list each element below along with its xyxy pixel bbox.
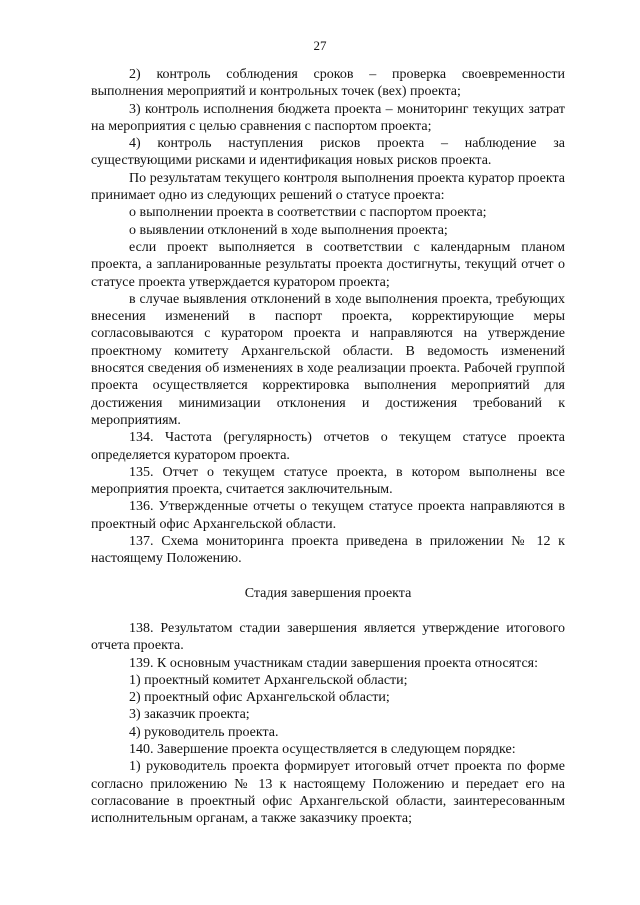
list-item-project-office: 2) проектный офис Архангельской области; xyxy=(129,690,390,706)
document-body xyxy=(91,66,565,827)
list-item-project-manager: 4) руководитель проекта. xyxy=(129,724,279,740)
paragraph-139: 139. К основным участникам стадии завершения проекта относятся: xyxy=(129,655,538,671)
paragraph-final-report: 1) руководитель проекта формирует итоговый отчет проекта по форме согласно приложению № 13 к настоящему Положению и передает его на согласование в проектный офис Архангельской области, заинтересованным исполнительным органам, а также заказчику проекта; xyxy=(91,759,565,827)
paragraph-134: 134. Частота (регулярность) отчетов о текущем статусе проекта определяется куратором проекта. xyxy=(91,430,565,463)
section-heading: Стадия завершения проекта xyxy=(244,585,412,601)
paragraph-control-deadlines: 2) контроль соблюдения сроков – проверка своевременности выполнения мероприятий и контрольных точек (вех) проекта; xyxy=(91,67,565,100)
paragraph-control-risks: 4) контроль наступления рисков проекта – наблюдение за существующими рисками и идентификация новых рисков проекта. xyxy=(91,136,565,169)
list-item-customer: 3) заказчик проекта; xyxy=(129,707,250,723)
paragraph-curator-decision: По результатам текущего контроля выполнения проекта куратор проекта принимает одно из следующих решений о статусе проекта: xyxy=(91,170,565,204)
paragraph-136: 136. Утвержденные отчеты о текущем статусе проекта направляются в проектный офис Архангельской области. xyxy=(91,499,565,532)
paragraph-decision-compliance: о выполнении проекта в соответствии с паспортом проекта; xyxy=(129,205,487,221)
paragraph-report-approval: если проект выполняется в соответствии с календарным планом проекта, а запланированные результаты проекта достигнуты, текущий отчет о статусе проекта утверждается куратором проекта; xyxy=(91,239,565,290)
paragraph-135: 135. Отчет о текущем статусе проекта, в котором выполнены все мероприятия проекта, считается заключительным. xyxy=(91,464,565,498)
page-number: 27 xyxy=(313,38,327,53)
paragraph-138: 138. Результатом стадии завершения является утверждение итогового отчета проекта. xyxy=(91,620,565,654)
paragraph-deviation-handling: в случае выявления отклонений в ходе выполнения проекта, требующих внесения изменений в паспорт проекта, корректирующие меры согласовываются с куратором проекта и направляются на утверждение проектному комитету Архангельской области. В ведомость изменений вносятся сведения об изменениях в ходе реализации проекта. Рабочей группой проекта осуществляется корректировка выполнения мероприятий для достижения минимизации отклонения и достижения требований к мероприятиям. xyxy=(91,291,565,428)
paragraph-140: 140. Завершение проекта осуществляется в следующем порядке: xyxy=(129,741,516,757)
paragraph-137: 137. Схема мониторинга проекта приведена в приложении № 12 к настоящему Положению. xyxy=(91,534,565,567)
paragraph-control-budget: 3) контроль исполнения бюджета проекта – мониторинг текущих затрат на мероприятия с целью сравнения с паспортом проекта; xyxy=(91,101,565,134)
list-item-project-committee: 1) проектный комитет Архангельской области; xyxy=(129,672,408,688)
paragraph-decision-deviations: о выявлении отклонений в ходе выполнения проекта; xyxy=(129,222,448,238)
